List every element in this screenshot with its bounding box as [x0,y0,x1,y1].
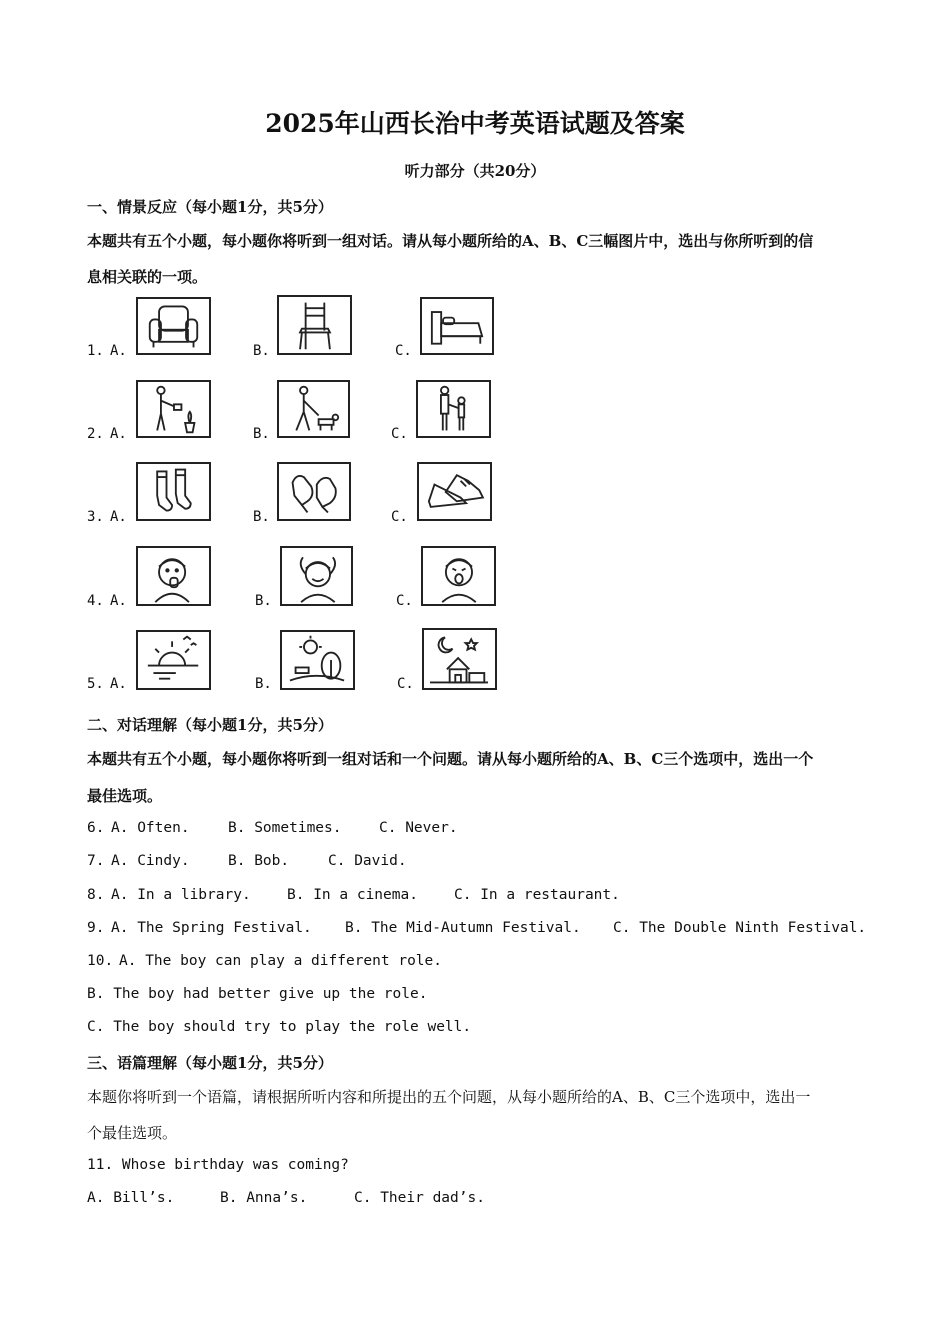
section1-instruction-line2: 息相关联的一项。 [87,268,208,286]
sunrise-icon[interactable] [136,630,211,690]
coughing-boy-icon[interactable] [136,546,211,606]
chair-icon[interactable] [277,295,352,355]
q9-option-a[interactable]: A. The Spring Festival. [111,920,312,936]
night-house-icon[interactable] [422,628,497,690]
q9-number: 9. [87,920,105,936]
walking-dog-icon[interactable] [277,380,350,438]
sneakers-icon[interactable] [417,462,492,521]
section2-heading: 二、对话理解（每小题1分，共5分） [87,716,333,734]
q7-number: 7. [87,853,105,869]
q1-number: 1. [87,343,104,359]
q7-option-b[interactable]: B. Bob. [228,853,290,869]
listening-part-title: 听力部分（共20分） [404,162,546,180]
sneezing-boy-icon[interactable] [421,546,496,606]
q11-option-b[interactable]: B. Anna’s. [220,1190,308,1206]
q6-number: 6. [87,820,105,836]
q4-number: 4. [87,593,104,609]
q3-option-a-label: A. [110,509,127,525]
q1-option-a-label: A. [110,343,127,359]
section2-instruction-line2: 最佳选项。 [87,787,163,805]
q4-option-b-label: B. [255,593,272,609]
q6-option-c[interactable]: C. Never. [379,820,458,836]
socks-icon[interactable] [136,462,211,521]
q5-option-a-label: A. [110,676,127,692]
section3-heading: 三、语篇理解（每小题1分，共5分） [87,1054,333,1072]
sunny-park-icon[interactable] [280,630,355,690]
q11-option-c[interactable]: C. Their dad’s. [354,1190,485,1206]
q9-option-b[interactable]: B. The Mid-Autumn Festival. [345,920,581,936]
q10-option-b[interactable]: B. The boy had better give up the role. [87,986,428,1002]
q2-option-b-label: B. [253,426,270,442]
page-title: 2025年山西长治中考英语试题及答案 [265,109,685,138]
q2-option-a-label: A. [110,426,127,442]
q8-option-a[interactable]: A. In a library. [111,887,251,903]
section1-heading: 一、情景反应（每小题1分，共5分） [87,198,333,216]
q5-option-b-label: B. [255,676,272,692]
q1-option-c-label: C. [395,343,412,359]
watering-plant-icon[interactable] [136,380,211,438]
q8-option-b[interactable]: B. In a cinema. [287,887,418,903]
q2-option-c-label: C. [391,426,408,442]
q5-option-c-label: C. [397,676,414,692]
q3-number: 3. [87,509,104,525]
q2-number: 2. [87,426,104,442]
relaxed-boy-icon[interactable] [280,546,353,606]
q4-option-a-label: A. [110,593,127,609]
q11-question: 11. Whose birthday was coming? [87,1157,349,1173]
q1-option-b-label: B. [253,343,270,359]
section3-instruction-line2: 个最佳选项。 [87,1124,178,1142]
q11-option-a[interactable]: A. Bill’s. [87,1190,175,1206]
q6-option-b[interactable]: B. Sometimes. [228,820,342,836]
q4-option-c-label: C. [396,593,413,609]
q10-number: 10. [87,953,114,969]
q3-option-b-label: B. [253,509,270,525]
q8-number: 8. [87,887,105,903]
q10-option-c[interactable]: C. The boy should try to play the role well. [87,1019,472,1035]
bed-icon[interactable] [420,297,494,355]
q8-option-c[interactable]: C. In a restaurant. [454,887,620,903]
q3-option-c-label: C. [391,509,408,525]
gloves-icon[interactable] [277,462,351,521]
q9-option-c[interactable]: C. The Double Ninth Festival. [613,920,867,936]
section1-instruction-line1: 本题共有五个小题，每小题你将听到一组对话。请从每小题所给的A、B、C三幅图片中，选出与你所听到的信 [87,232,814,250]
section2-instruction-line1: 本题共有五个小题，每小题你将听到一组对话和一个问题。请从每小题所给的A、B、C三个选项中，选出一个 [87,750,814,768]
armchair-icon[interactable] [136,297,211,355]
q7-option-a[interactable]: A. Cindy. [111,853,190,869]
q6-option-a[interactable]: A. Often. [111,820,190,836]
parent-child-icon[interactable] [416,380,491,438]
section3-instruction-line1: 本题你将听到一个语篇，请根据所听内容和所提出的五个问题，从每小题所给的A、B、C三个选项中，选出一 [87,1088,811,1106]
q5-number: 5. [87,676,104,692]
q10-option-a[interactable]: A. The boy can play a different role. [119,953,443,969]
q7-option-c[interactable]: C. David. [328,853,407,869]
